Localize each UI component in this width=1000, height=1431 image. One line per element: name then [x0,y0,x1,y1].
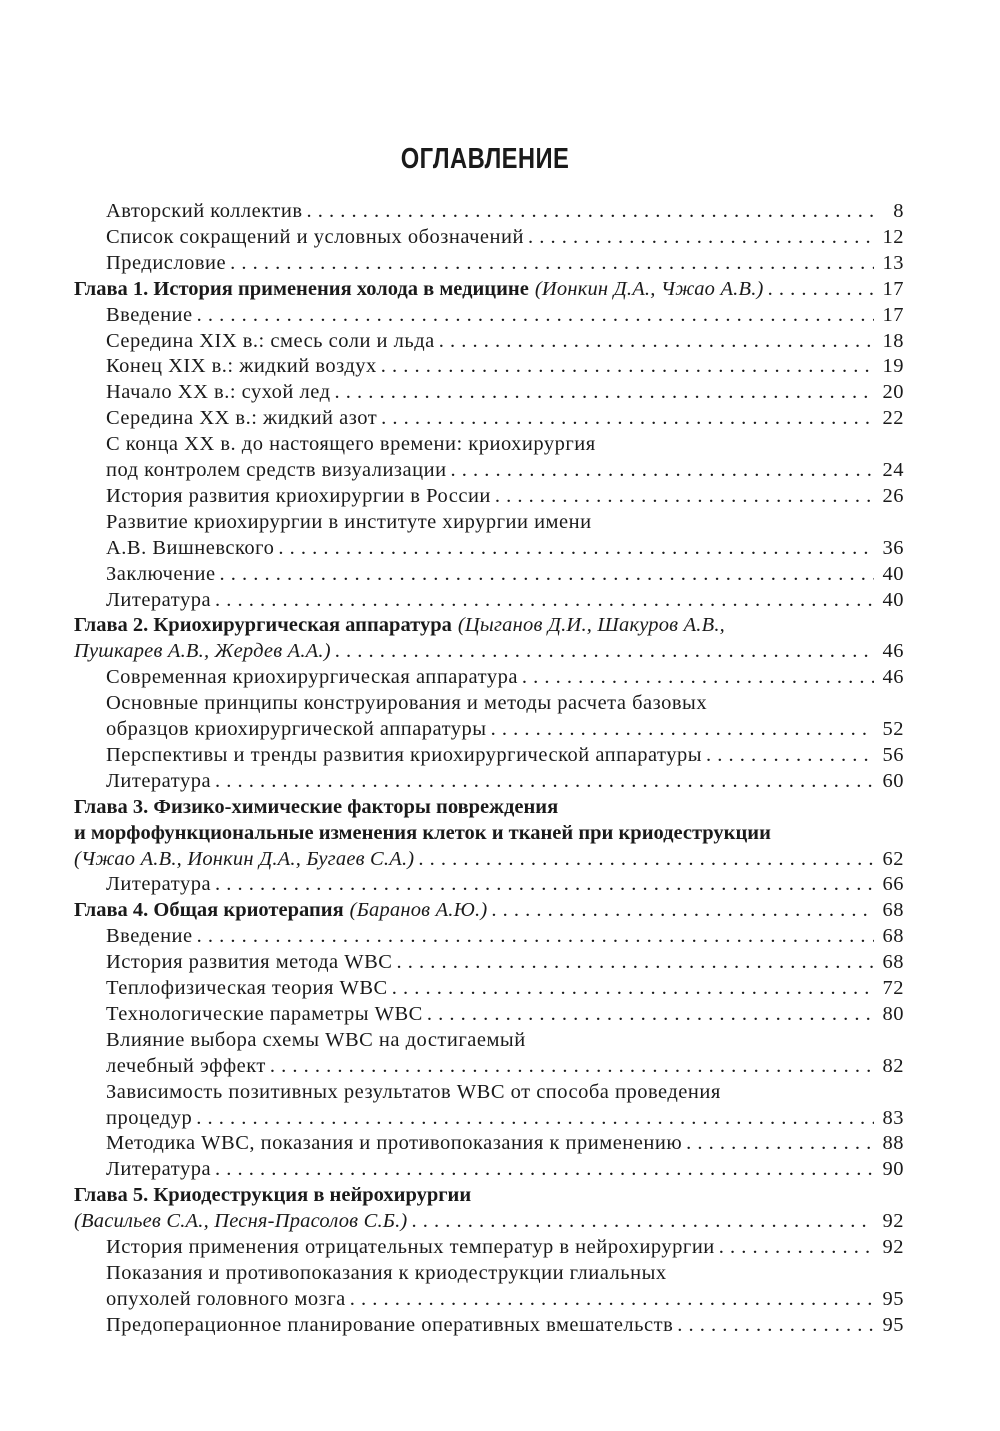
toc-entry [106,690,904,716]
dot-leader [411,1208,874,1234]
dot-leader [677,1312,874,1338]
entry-title: Начало XX в.: сухой лед [106,381,331,404]
page-number: 62 [882,847,904,870]
entry-title: Зависимость позитивных результатов WBC от способа проведения [106,1080,721,1103]
page-number: 88 [882,1132,904,1155]
dot-leader [197,302,874,328]
dot-leader [451,457,874,483]
dot-leader [439,328,874,354]
toc-entry [106,328,904,354]
entry-title: Заключение [106,562,216,585]
page-number: 60 [882,769,904,792]
toc-entry [106,198,904,224]
toc-entry [106,1079,904,1105]
page-number: 52 [882,718,904,740]
entry-title: процедур [106,1106,193,1129]
page-number: 26 [882,484,904,507]
page-title: ОГЛАВЛЕНИЕ [400,143,570,175]
page-number: 12 [882,225,904,248]
toc-entry [106,1312,904,1338]
entry-title: Конец XIX в.: жидкий воздух [106,355,377,378]
entry-title: Предоперационное планирование оперативных вмешательств [106,1313,674,1336]
dot-leader [215,1156,874,1182]
entry-title: Современная криохирургическая аппаратура [106,666,518,689]
toc-entry [106,302,904,328]
dot-leader [719,1234,874,1260]
dot-leader [381,353,874,379]
dot-leader [495,483,874,509]
entry-title: под контролем средств визуализации [106,459,447,481]
chapter-authors: Пушкарев А.В., Жердев А.А.) [74,640,331,663]
page-number: 90 [882,1158,904,1181]
toc-entry [106,1260,904,1286]
toc-chapter-line [74,794,904,820]
page-number: 72 [882,977,904,999]
page-number: 13 [882,251,904,274]
page-number: 17 [882,303,904,326]
entry-title: Литература [106,1158,212,1181]
toc-entry [106,250,904,276]
dot-leader [335,638,874,664]
page-number: 83 [882,1106,904,1129]
toc-entry [106,742,904,768]
page-number: 40 [882,588,904,611]
entry-title: Литература [106,873,212,896]
toc-entry [106,1053,904,1079]
toc-entry [106,949,904,975]
dot-leader [307,198,874,224]
entry-title: Перспективы и тренды развития криохирургической аппаратуры [106,743,702,766]
entry-title: Список сокращений и условных обозначений [106,225,524,248]
chapter-title: Глава 1. История применения холода в медицине [74,277,529,300]
toc-entry [106,768,904,794]
entry-title: Технологические параметры WBC [106,1002,423,1025]
toc-entry [106,353,904,379]
entry-title: Авторский коллектив [106,200,303,222]
toc-entry [74,846,904,872]
toc-entry [74,1208,904,1234]
dot-leader [381,405,874,431]
toc-chapter-line [74,276,904,302]
toc-entry [106,1130,904,1156]
page-number: 22 [882,407,904,430]
entry-title: Влияние выбора схемы WBC на достигаемый [106,1028,526,1051]
dot-leader [528,224,874,250]
toc-entry [106,457,904,483]
entry-title: Середина XIX в.: смесь соли и льда [106,329,435,352]
toc-entry [106,975,904,1001]
dot-leader [706,742,874,768]
toc-entry [106,664,904,690]
toc-entry [106,1286,904,1312]
dot-leader [270,1053,874,1079]
page-number: 68 [882,951,904,974]
dot-leader [491,897,874,923]
chapter-authors: (Чжао А.В., Ионкин Д.А., Бугаев С.А.) [74,847,415,870]
page-number: 68 [882,899,904,922]
dot-leader [230,250,874,276]
page-number: 95 [882,1287,904,1310]
toc-chapter-line [74,897,904,923]
page-number: 82 [882,1054,904,1077]
toc-entry [106,483,904,509]
page-number: 68 [882,925,904,948]
chapter-authors: (Ионкин Д.А., Чжао А.В.) [534,277,764,300]
entry-title: Литература [106,769,212,792]
entry-title: История применения отрицательных температур в нейрохирургии [106,1236,715,1258]
toc-entry [106,405,904,431]
chapter-title: Глава 4. Общая криотерапия [74,899,344,922]
toc-entry [106,1027,904,1053]
toc-entry [106,716,904,742]
page-number: 24 [882,459,904,481]
toc-entry [106,1156,904,1182]
entry-title: История развития метода WBC [106,951,393,974]
toc-chapter-line [74,820,904,846]
toc-entry [106,1001,904,1027]
toc-entry [106,379,904,405]
entry-title: Показания и противопоказания к криодеструкции глиальных [106,1261,667,1284]
toc-entry [74,638,904,664]
page-number: 20 [882,381,904,404]
chapter-authors: (Цыганов Д.И., Шакуров А.В., [457,614,726,637]
chapter-authors: (Васильев С.А., Песня-Прасолов С.Б.) [74,1210,408,1233]
dot-leader [686,1130,874,1156]
chapter-title: Глава 3. Физико-химические факторы повреждения [74,795,559,818]
toc-entry [106,587,904,613]
page-number: 19 [882,355,904,378]
entry-title: лечебный эффект [106,1054,266,1077]
toc-entry [106,871,904,897]
chapter-title: и морфофункциональные изменения клеток и тканей при криодеструкции [74,821,771,844]
page-number: 36 [882,536,904,559]
dot-leader [392,975,874,1001]
dot-leader [196,1105,874,1131]
toc-entry [106,535,904,561]
toc-entry [106,1105,904,1131]
dot-leader [197,923,874,949]
page-number: 80 [882,1002,904,1025]
dot-leader [418,846,874,872]
page-number: 17 [882,277,904,300]
toc-chapter-line [74,612,904,638]
dot-leader [350,1286,874,1312]
page-number: 18 [882,329,904,352]
page-number: 56 [882,743,904,766]
dot-leader [215,587,874,613]
page-number: 40 [882,562,904,585]
dot-leader [215,768,874,794]
dot-leader [396,949,874,975]
toc-entry [106,224,904,250]
entry-title: Основные принципы конструирования и методы расчета базовых [106,692,708,715]
entry-title: образцов криохирургической аппаратуры [106,718,487,740]
page-number: 92 [882,1236,904,1258]
dot-leader [215,871,874,897]
toc-entry [106,561,904,587]
entry-title: Середина XX в.: жидкий азот [106,407,378,430]
toc-entry [106,1234,904,1260]
dot-leader [491,716,874,742]
dot-leader [427,1001,874,1027]
chapter-title: Глава 5. Криодеструкция в нейрохирургии [74,1184,472,1207]
entry-title: С конца XX в. до настоящего времени: криохирургия [106,433,596,456]
page-number: 46 [882,640,904,663]
dot-leader [768,276,874,302]
page-number: 66 [882,873,904,896]
entry-title: Методика WBC, показания и противопоказания к применению [106,1132,683,1155]
chapter-authors: (Баранов А.Ю.) [349,899,488,922]
toc-chapter-line [74,1182,904,1208]
page-number: 92 [882,1210,904,1233]
page-number: 95 [882,1313,904,1336]
toc-entry [106,923,904,949]
entry-title: Литература [106,588,212,611]
toc-entry [106,431,904,457]
page-number: 46 [882,666,904,689]
entry-title: А.В. Вишневского [106,536,275,559]
entry-title: Теплофизическая теория WBC [106,977,388,999]
dot-leader [522,664,874,690]
chapter-title: Глава 2. Криохирургическая аппаратура [74,614,452,637]
entry-title: Введение [106,925,193,948]
entry-title: История развития криохирургии в России [106,484,491,507]
entry-title: Развитие криохирургии в институте хирургии имени [106,510,592,533]
entry-title: Предисловие [106,251,227,274]
dot-leader [220,561,874,587]
toc-entry [106,509,904,535]
dot-leader [335,379,874,405]
page-number: 8 [893,200,904,222]
dot-leader [278,535,874,561]
entry-title: опухолей головного мозга [106,1287,346,1310]
entry-title: Введение [106,303,193,326]
